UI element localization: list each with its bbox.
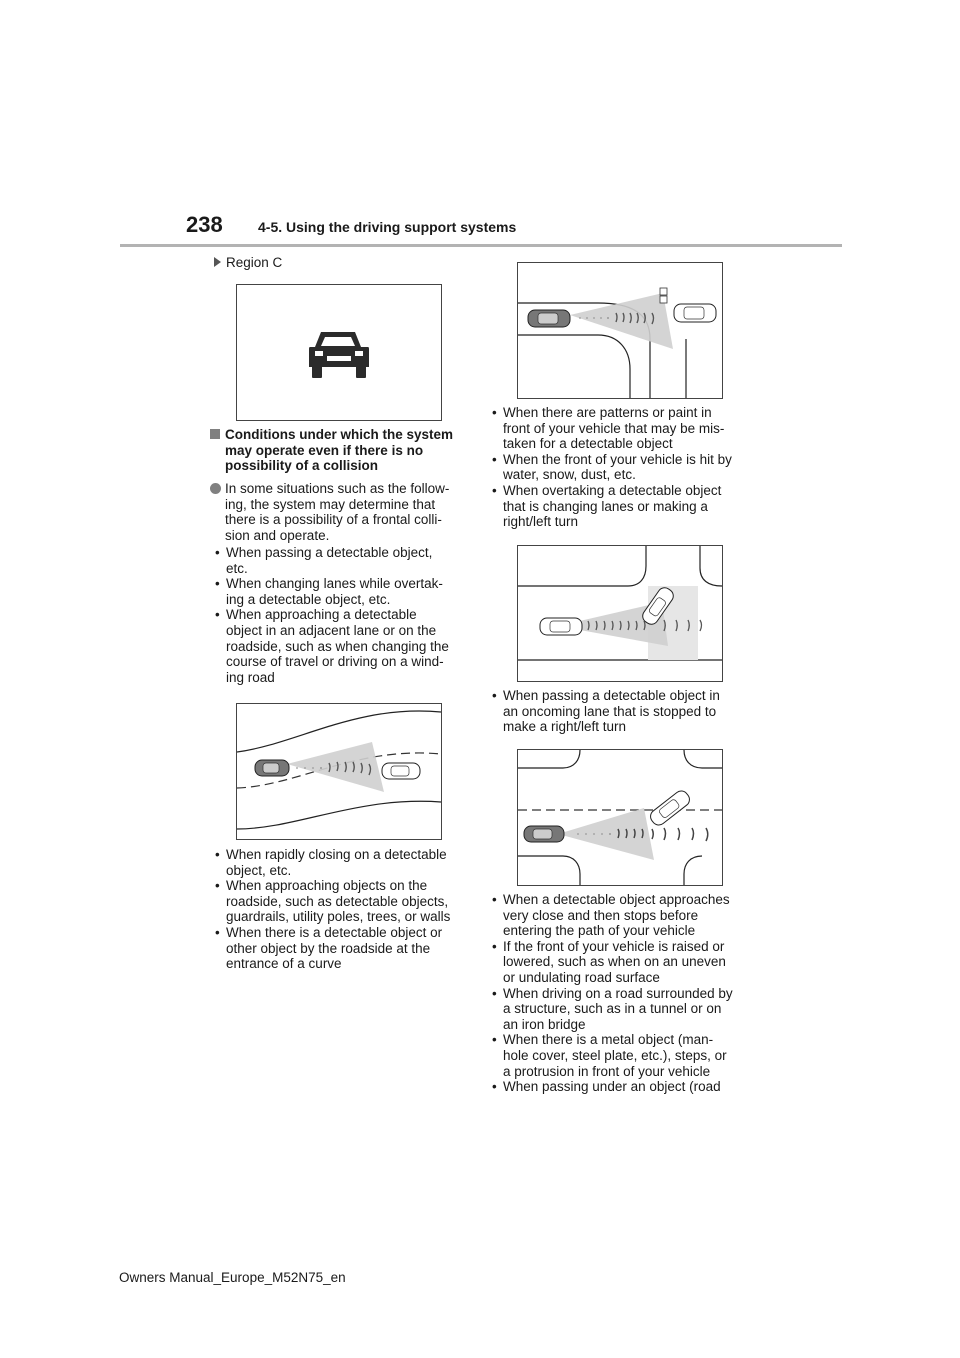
conditions-heading: Conditions under which the system may operate even if there is no possibility of a collision — [210, 427, 470, 474]
circle-bullet-icon — [210, 483, 221, 494]
intro-line: In some situations such as the follow- — [225, 481, 450, 496]
list-item: • When passing under an object (road — [490, 1079, 752, 1095]
winding-road-figure — [236, 703, 442, 840]
list-item: • When changing lanes while overtak- ing a detectable object, etc. — [213, 576, 468, 607]
own-car-icon — [524, 826, 564, 842]
list-item: • If the front of your vehicle is raised or lowered, such as when on an uneven or undulating road surface — [490, 939, 752, 986]
header-divider — [120, 244, 842, 247]
region-c-figure — [236, 284, 442, 421]
intro-line: there is a possibility of a frontal colli- — [225, 512, 442, 528]
list-item: • When there is a detectable object or other object by the roadside at the entrance of a curve — [213, 925, 468, 972]
region-heading — [213, 255, 282, 271]
own-car-icon — [540, 618, 582, 635]
own-car-icon — [255, 760, 289, 776]
list-item: • When the front of your vehicle is hit by water, snow, dust, etc. — [490, 452, 752, 483]
oncoming-stopped-figure — [517, 749, 723, 886]
list-item: • When there is a metal object (man- hole cover, steel plate, etc.), steps, or a protrusion in front of your vehicle — [490, 1032, 752, 1079]
right-bullets-c — [490, 892, 752, 1095]
front-car-icon — [237, 285, 441, 420]
list-item: • When rapidly closing on a detectable object, etc. — [213, 847, 468, 878]
right-bullets-a — [490, 405, 752, 530]
page-number: 238 — [186, 212, 223, 237]
own-car-icon — [528, 310, 570, 327]
target-car-icon — [674, 304, 716, 322]
target-car-icon — [648, 788, 693, 828]
list-item: • When a detectable object approaches very close and then stops before entering the path of your vehicle — [490, 892, 752, 939]
left-bullets-a — [213, 545, 468, 685]
footer-text: Owners Manual_Europe_M52N75_en — [119, 1270, 346, 1285]
crossing-car-figure — [517, 545, 723, 682]
square-bullet-icon — [210, 429, 220, 439]
list-item: • When approaching a detectable object in an adjacent lane or on the roadside, such as when changing the course of travel or driving on a wind- ing road — [213, 607, 468, 685]
region-label: Region C — [226, 255, 283, 270]
list-item: • When there are patterns or paint in front of your vehicle that may be mis- taken for a detectable object — [490, 405, 752, 452]
left-bullets-b — [213, 847, 468, 972]
target-car-icon — [382, 763, 420, 779]
triangle-bullet-icon — [214, 257, 221, 267]
right-bullets-b — [490, 688, 752, 735]
list-item: • When passing a detectable object, etc. — [213, 545, 468, 576]
list-item: • When passing a detectable object in an oncoming lane that is stopped to make a right/left turn — [490, 688, 752, 735]
intersection-turn-figure — [517, 262, 723, 399]
list-item: • When driving on a road surrounded by a structure, such as in a tunnel or on an iron bridge — [490, 986, 752, 1033]
intro-line: ing, the system may determine that — [225, 496, 436, 512]
intro-paragraph — [210, 481, 470, 543]
section-title: 4-5. Using the driving support systems — [258, 219, 517, 235]
list-item: • When approaching objects on the roadside, such as detectable objects, guardrails, utility poles, trees, or walls — [213, 878, 468, 925]
intro-line: sion and operate. — [225, 527, 330, 543]
list-item: • When overtaking a detectable object that is changing lanes or making a right/left turn — [490, 483, 752, 530]
